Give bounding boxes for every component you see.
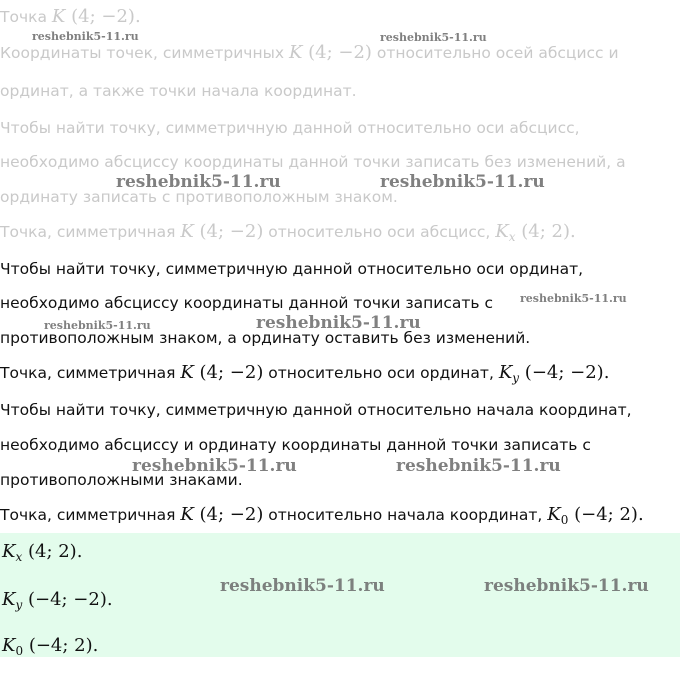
math-var: K bbox=[547, 504, 561, 525]
math-point-k bbox=[180, 362, 263, 383]
line-text: необходимо абсциссу координаты данной точки записать с bbox=[0, 294, 493, 312]
watermark: reshebnik5-11.ru bbox=[44, 319, 151, 332]
math-var: K bbox=[180, 221, 194, 242]
math-var: K bbox=[495, 221, 509, 242]
math-punct: . bbox=[637, 504, 644, 525]
math-var: K bbox=[180, 362, 194, 383]
watermark: reshebnik5-11.ru bbox=[220, 576, 385, 596]
math-sub: y bbox=[512, 371, 520, 385]
math-var: K bbox=[51, 6, 66, 27]
math-coords: (−4; 2) bbox=[574, 504, 638, 525]
watermark: reshebnik5-11.ru bbox=[380, 172, 545, 192]
text-line-point bbox=[0, 6, 141, 28]
math-coords: (4; −2) bbox=[199, 504, 264, 525]
math-var: K bbox=[498, 362, 513, 383]
math-point-k bbox=[52, 6, 141, 27]
math-var: K bbox=[2, 541, 16, 562]
watermark: reshebnik5-11.ru bbox=[256, 313, 421, 333]
text-line bbox=[0, 434, 591, 456]
text-line-k0 bbox=[0, 504, 644, 531]
text-line-ky bbox=[0, 362, 609, 389]
line-text: Точка, симметричная bbox=[0, 364, 176, 382]
math-var: K bbox=[288, 42, 303, 63]
math-coords: (4; 2) bbox=[27, 541, 77, 562]
math-coords: (4; −2) bbox=[71, 6, 135, 27]
line-text: Чтобы найти точку, симметричную данной относительно оси абсцисс, bbox=[0, 119, 580, 137]
watermark: reshebnik5-11.ru bbox=[116, 172, 281, 192]
watermark: reshebnik5-11.ru bbox=[380, 31, 487, 44]
math-punct: . bbox=[92, 635, 99, 656]
line-text: необходимо абсциссу координаты данной точки записать без изменений, а bbox=[0, 153, 626, 171]
math-coords: (−4; −2) bbox=[27, 589, 107, 610]
text-line bbox=[0, 80, 357, 102]
math-punct: . bbox=[134, 6, 141, 27]
line-text: Чтобы найти точку, симметричную данной относительно оси ординат, bbox=[0, 260, 584, 278]
text-line bbox=[0, 258, 583, 280]
line-text: относительно оси абсцисс, bbox=[268, 223, 491, 241]
answer-ky bbox=[2, 589, 113, 612]
line-text: относительно начала координат, bbox=[268, 506, 543, 524]
line-text: необходимо абсциссу и ординату координаты данной точки записать с bbox=[0, 436, 591, 454]
math-coords: (4; −2) bbox=[199, 221, 264, 242]
math-coords: (−4; −2) bbox=[524, 362, 604, 383]
line-text: относительно осей абсцисс и bbox=[376, 44, 619, 62]
line-text: Координаты точек, симметричных bbox=[0, 44, 285, 62]
math-point-k0 bbox=[547, 504, 643, 525]
math-point-k bbox=[180, 221, 263, 242]
text-line-intro bbox=[0, 42, 619, 64]
answer-kx bbox=[2, 541, 82, 564]
math-sub: x bbox=[508, 230, 516, 244]
watermark: reshebnik5-11.ru bbox=[396, 456, 561, 476]
math-sub: 0 bbox=[15, 644, 24, 658]
math-coords: (4; −2) bbox=[199, 362, 264, 383]
math-point-kx bbox=[495, 221, 575, 242]
line-text: относительно оси ординат, bbox=[268, 364, 494, 382]
watermark: reshebnik5-11.ru bbox=[32, 30, 139, 43]
math-coords: (4; 2) bbox=[521, 221, 571, 242]
text-line bbox=[0, 399, 632, 421]
math-var: K bbox=[180, 504, 194, 525]
line-text: Чтобы найти точку, симметричную данной относительно начала координат, bbox=[0, 401, 632, 419]
line-text: Точка, симметричная bbox=[0, 506, 176, 524]
line-text: Точка, симметричная bbox=[0, 223, 176, 241]
line-text: противоположными знаками. bbox=[0, 471, 243, 489]
math-var: K bbox=[2, 635, 16, 656]
math-coords: (4; −2) bbox=[308, 42, 372, 63]
watermark: reshebnik5-11.ru bbox=[520, 292, 627, 305]
text-line bbox=[0, 117, 580, 139]
text-line bbox=[0, 151, 626, 173]
math-sub: 0 bbox=[560, 513, 569, 527]
line-text: ординат, а также точки начала координат. bbox=[0, 82, 357, 100]
answer-k0 bbox=[2, 635, 98, 658]
line-text: противоположным знаком, а ординату оставить без изменений. bbox=[0, 329, 531, 347]
math-sub: y bbox=[15, 598, 23, 612]
math-point-k bbox=[289, 42, 372, 63]
math-punct: . bbox=[106, 589, 113, 610]
math-point-ky bbox=[499, 362, 610, 383]
math-punct: . bbox=[76, 541, 83, 562]
watermark: reshebnik5-11.ru bbox=[484, 576, 649, 596]
math-point-k bbox=[180, 504, 263, 525]
math-sub: x bbox=[15, 550, 23, 564]
math-punct: . bbox=[570, 221, 576, 242]
math-punct: . bbox=[603, 362, 610, 383]
line-text: ординату записать с противоположным знаком. bbox=[0, 188, 398, 206]
math-coords: (−4; 2) bbox=[28, 635, 93, 656]
text-line bbox=[0, 292, 493, 314]
math-var: K bbox=[2, 589, 16, 610]
text-line-kx bbox=[0, 221, 576, 248]
line-text: Точка bbox=[0, 8, 47, 26]
watermark: reshebnik5-11.ru bbox=[132, 456, 297, 476]
